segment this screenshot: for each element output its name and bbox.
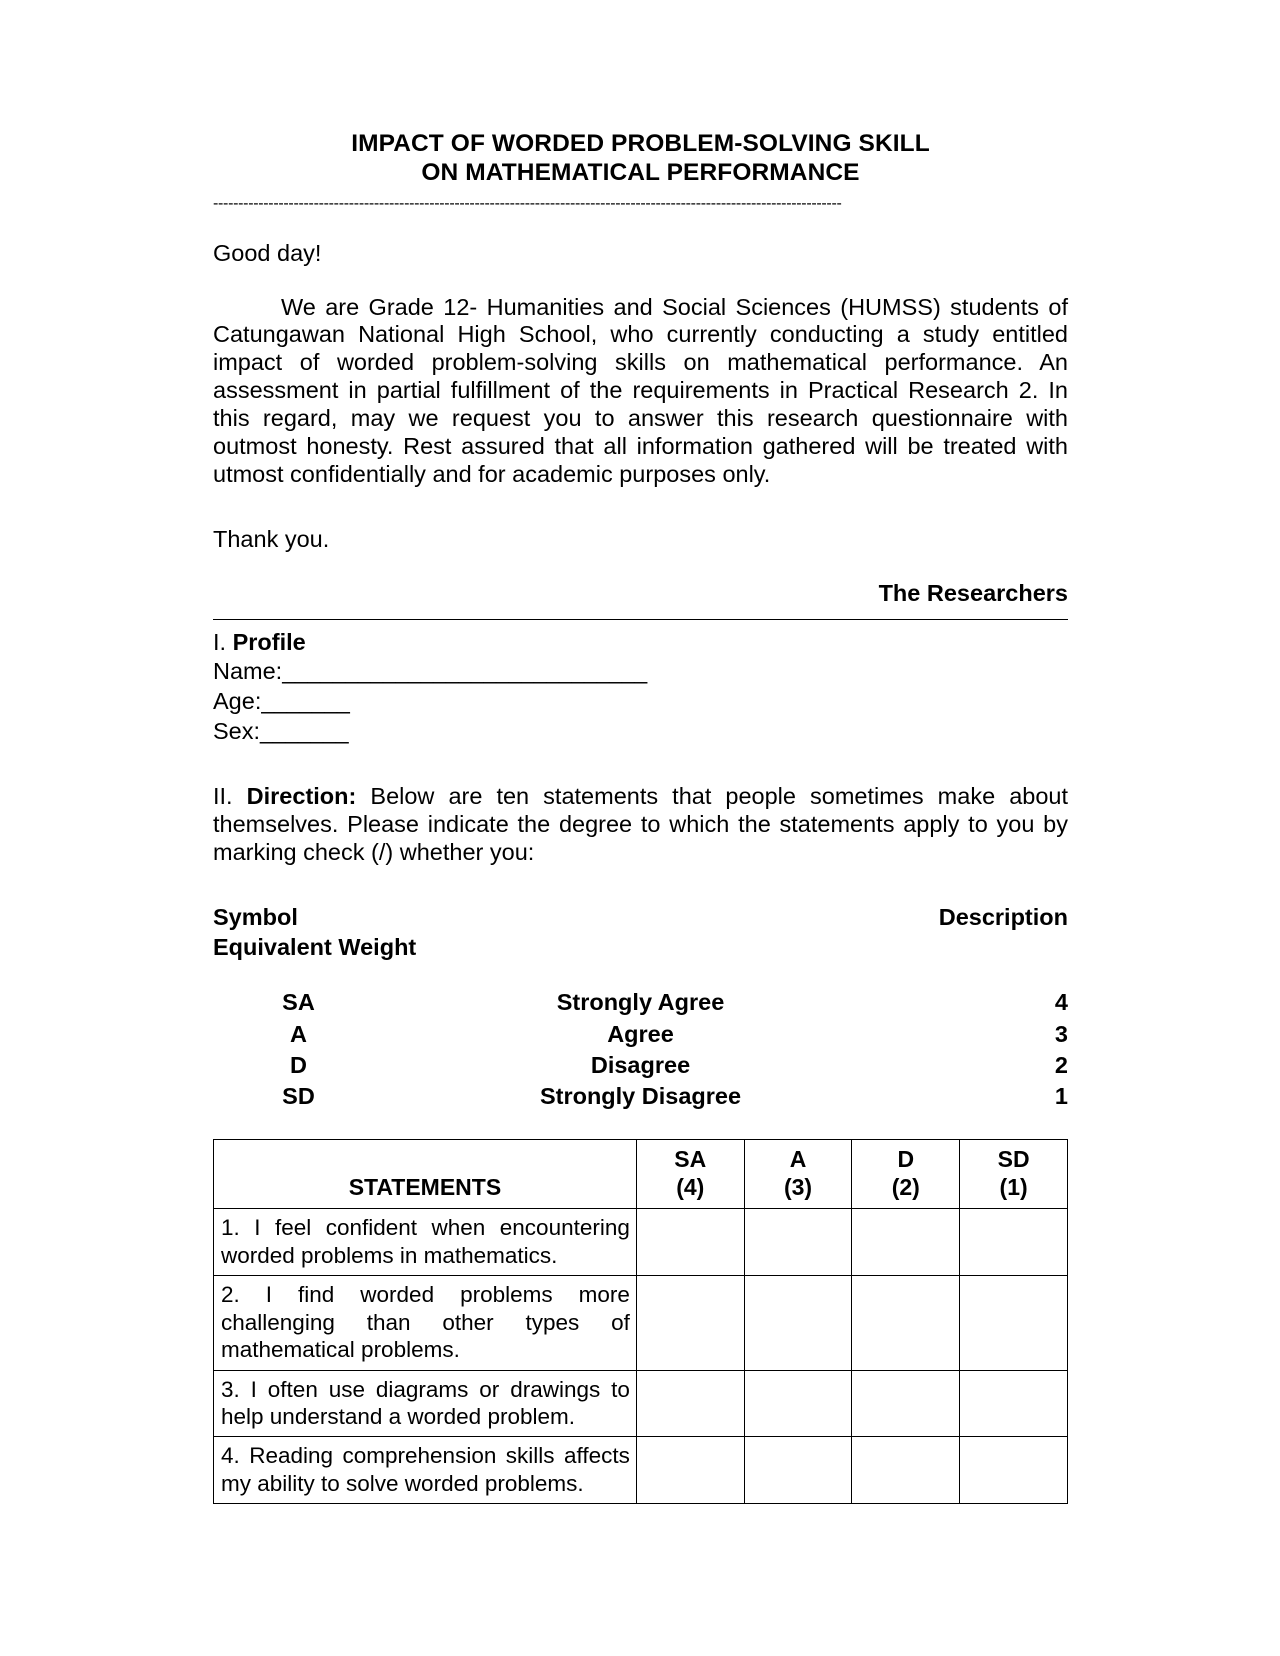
intro-paragraph: We are Grade 12- Humanities and Social Sciences (HUMSS) students of Catungawan National High School, who currently conducting a study entitled impact of worded problem-solving skills on mathematical performance. An assessment in partial fulfillment of the requirements in Practical Research 2. In this regard, may we request you to answer this research questionnaire with outmost honesty. Rest assured that all information gathered will be treated with utmost confidentially and for academic purposes only. xyxy=(213,293,1068,488)
section-divider xyxy=(213,619,1068,620)
scale-row-sd xyxy=(213,1082,1068,1113)
direction-label: Direction: xyxy=(246,782,357,809)
column-header-sd-value: (1) xyxy=(999,1173,1028,1200)
table-row xyxy=(214,1276,1068,1370)
scale-symbol-sa: SA xyxy=(282,989,315,1016)
profile-section-number: I. xyxy=(213,628,227,655)
legend-description-header: Description xyxy=(938,903,1068,930)
scale-description-sd: Strongly Disagree xyxy=(539,1083,742,1110)
scale-weight-sa: 4 xyxy=(1054,989,1068,1016)
direction-section xyxy=(213,783,1068,867)
statement-text-3: 3. I often use diagrams or drawings to help understand a worded problem. xyxy=(214,1370,637,1437)
answer-cell-4-d[interactable] xyxy=(852,1437,960,1504)
scale-description-a: Agree xyxy=(607,1020,674,1047)
column-header-a-value: (3) xyxy=(783,1173,813,1200)
page-title xyxy=(213,130,1068,187)
table-row xyxy=(214,1209,1068,1276)
scale-symbol-a: A xyxy=(290,1020,307,1047)
answer-cell-4-sd[interactable] xyxy=(960,1437,1068,1504)
answer-cell-1-a[interactable] xyxy=(744,1209,852,1276)
profile-section-heading xyxy=(213,628,1068,658)
legend-heading xyxy=(213,903,1068,963)
sex-field-row xyxy=(213,717,1068,747)
sex-field-label: Sex: xyxy=(213,718,261,745)
dashed-divider: ----------------------------------------------------------------------------------------------------------------------------- xyxy=(213,196,842,213)
column-header-a-label: A xyxy=(789,1146,807,1173)
scale-row-sa xyxy=(213,988,1068,1019)
scale-description-d: Disagree xyxy=(590,1051,691,1078)
answer-cell-4-sa[interactable] xyxy=(636,1437,744,1504)
answer-cell-2-a[interactable] xyxy=(744,1276,852,1370)
answer-cell-2-sa[interactable] xyxy=(636,1276,744,1370)
scale-weight-d: 2 xyxy=(1054,1051,1068,1078)
column-header-sd-label: SD xyxy=(997,1146,1030,1173)
scale-row-a xyxy=(213,1020,1068,1051)
legend-weight-header: Equivalent Weight xyxy=(213,933,417,960)
column-header-sa xyxy=(636,1140,744,1209)
table-row xyxy=(214,1437,1068,1504)
age-field-row xyxy=(213,687,1068,717)
answer-cell-3-d[interactable] xyxy=(852,1370,960,1437)
name-field-blank[interactable]: _____________________________ xyxy=(282,658,647,685)
direction-section-number: II. xyxy=(213,782,233,809)
answer-cell-2-d[interactable] xyxy=(852,1276,960,1370)
answer-cell-3-sa[interactable] xyxy=(636,1370,744,1437)
column-header-statements: STATEMENTS xyxy=(214,1140,637,1209)
column-header-sa-label: SA xyxy=(674,1146,707,1173)
sex-field-blank[interactable]: _______ xyxy=(260,718,349,745)
statement-text-4: 4. Reading comprehension skills affects my ability to solve worded problems. xyxy=(214,1437,637,1504)
age-field-blank[interactable]: _______ xyxy=(261,688,350,715)
answer-cell-1-sa[interactable] xyxy=(636,1209,744,1276)
column-header-d xyxy=(852,1140,960,1209)
column-header-d-value: (2) xyxy=(891,1173,920,1200)
column-header-d-label: D xyxy=(897,1146,915,1173)
scale-symbol-d: D xyxy=(290,1051,307,1078)
column-header-a xyxy=(744,1140,852,1209)
column-header-sd xyxy=(960,1140,1068,1209)
profile-section-title: Profile xyxy=(232,628,306,655)
legend-symbol-header: Symbol xyxy=(213,903,298,930)
signature-text: The Researchers xyxy=(878,580,1068,607)
answer-cell-3-sd[interactable] xyxy=(960,1370,1068,1437)
answer-cell-1-sd[interactable] xyxy=(960,1209,1068,1276)
answer-cell-4-a[interactable] xyxy=(744,1437,852,1504)
scale-weight-a: 3 xyxy=(1054,1020,1068,1047)
questionnaire-header-row xyxy=(214,1140,1068,1209)
scale-row-d xyxy=(213,1051,1068,1082)
answer-cell-2-sd[interactable] xyxy=(960,1276,1068,1370)
scale-legend-table xyxy=(213,988,1068,1113)
statement-text-2: 2. I find worded problems more challenging than other types of mathematical problems. xyxy=(214,1276,637,1370)
answer-cell-1-d[interactable] xyxy=(852,1209,960,1276)
title-line-1: IMPACT OF WORDED PROBLEM-SOLVING SKILL xyxy=(351,130,930,157)
scale-symbol-sd: SD xyxy=(282,1083,315,1110)
answer-cell-3-a[interactable] xyxy=(744,1370,852,1437)
title-line-2: ON MATHEMATICAL PERFORMANCE xyxy=(421,158,860,186)
age-field-label: Age: xyxy=(213,688,262,715)
column-header-sa-value: (4) xyxy=(676,1173,705,1200)
statement-text-1: 1. I feel confident when encountering worded problems in mathematics. xyxy=(214,1209,637,1276)
thank-you-text: Thank you. xyxy=(213,526,330,553)
greeting-text: Good day! xyxy=(213,240,322,267)
direction-text: Below are ten statements that people sometimes make about themselves. Please indicate the degree to which the statements apply to you by marking check (/) whether you: xyxy=(213,782,1069,865)
questionnaire-table xyxy=(213,1139,1068,1504)
name-field-row xyxy=(213,657,1068,687)
scale-weight-sd: 1 xyxy=(1054,1083,1068,1110)
table-row xyxy=(214,1370,1068,1437)
name-field-label: Name: xyxy=(213,658,283,685)
scale-description-sa: Strongly Agree xyxy=(556,989,725,1016)
